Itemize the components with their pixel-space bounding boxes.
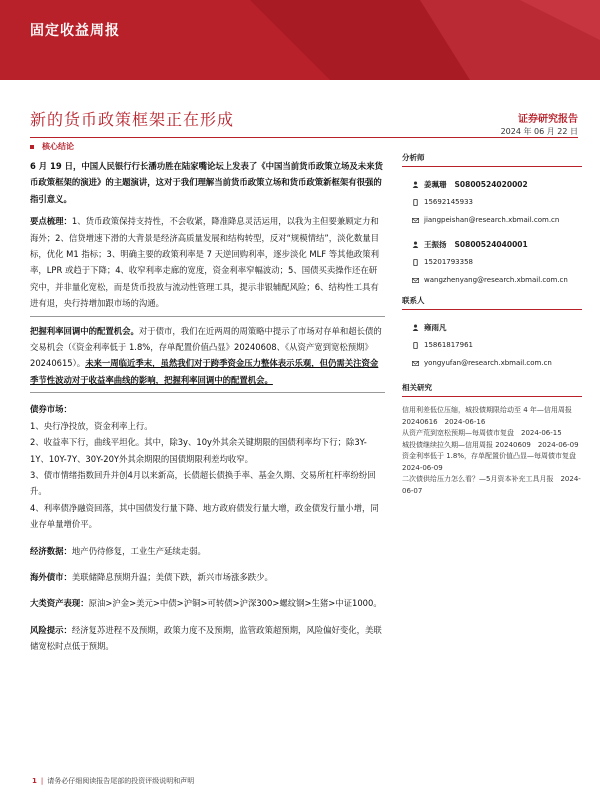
sidebar-rule	[402, 396, 582, 397]
contact-email-line	[412, 354, 582, 372]
assets-label: 大类资产表现：	[30, 598, 89, 609]
analyst-phone-line	[412, 253, 582, 271]
related-item[interactable]: 二次债供给压力怎么看？—5月资本补充工具月报 2024-06-07	[402, 475, 581, 495]
contact-phone-line	[412, 336, 582, 354]
banner-decoration	[0, 0, 600, 80]
sidebar-rule	[402, 166, 582, 167]
contact-email[interactable]: yongyufan@research.xbmail.com.cn	[424, 359, 552, 367]
page-number: 1	[32, 777, 37, 785]
header-banner	[0, 0, 600, 80]
core-conclusion-heading	[30, 141, 74, 152]
analyst-email[interactable]: wangzhenyang@research.xbmail.com.cn	[424, 276, 568, 284]
points-paragraph	[30, 213, 385, 311]
email-icon	[412, 277, 419, 284]
related-heading: 相关研究	[402, 383, 432, 392]
contact-name-line	[412, 318, 582, 336]
overseas-label: 海外债市：	[30, 571, 72, 582]
timing-paragraph	[30, 323, 385, 389]
section-divider	[30, 392, 385, 393]
related-item[interactable]: 信用利差低位压缩，城投债期限给动至 4 年—信用周报 20240616 2024-06-16	[402, 406, 572, 426]
footer-disclaimer: 请务必仔细阅读报告尾部的投资评级说明和声明	[47, 777, 195, 785]
risk-text: 经济复苏进程不及预期，政策力度不及预期，监管政策超预期，风险偏好变化，美联储宽松时点低于预期。	[30, 624, 382, 652]
email-icon	[412, 217, 419, 224]
assets-text: 原油>沪金>美元>中债>沪铜>可转债>沪深300>螺纹钢>生猪>中证1000。	[88, 598, 382, 609]
sidebar-rule	[402, 309, 582, 310]
analyst-email-line	[412, 211, 582, 229]
sidebar	[402, 152, 582, 497]
timing-underline-text: 未来一周临近季末，虽然我们对于跨季资金压力整体表示乐观，但仍需关注资金季节性波动对于收益率曲线的影响，把握利率回调中的配置机会。	[30, 358, 379, 385]
person-icon	[412, 324, 419, 331]
analyst-email[interactable]: jiangpeishan@research.xbmail.com.cn	[424, 216, 560, 224]
bond-item: 3、债市情绪指数回升并创4月以来新高，长债超长债换手率、基金久期、交易所杠杆率纷纷回升。	[30, 469, 376, 497]
bond-item: 2、收益率下行，曲线平坦化。其中，除3y、10y外其余关键期限的国债利率均下行；除3Y-1Y、10Y-7Y、30Y-20Y外其余期限的国债期限利差均收窄。	[30, 437, 367, 464]
bond-market-label: 债券市场：	[30, 404, 72, 415]
contact-card	[402, 318, 582, 372]
main-content	[30, 156, 385, 655]
analyst-name: 王振扬	[424, 239, 447, 249]
risk-label: 风险提示：	[30, 624, 72, 635]
analyst-name-line	[412, 175, 582, 193]
points-text: 1、货币政策保持支持性，不会收紧，降准降息灵活运用，以我为主但要兼顾定力和海外；2、信贷增速下滑的大背景是经济高质量发展和结构转型，反对“规模情结”，淡化数量目标，优化 M1 指标；3、明确主要的政策利率是 7 天逆回购利率，逐步淡化 MLF 等其他政策利率，LPR 或趋于下降；4、收窄利率走廊的宽度，资金利率窄幅波动；5、国债买卖操作还在研究中，并非量化宽松，而是货币投放与流动性管理工具，提示非银辅配风险；6、结构性工具有进有退，央行持增加跟市场的沟通。	[30, 216, 380, 309]
banner-title: 固定收益周报	[30, 23, 120, 39]
bullet-icon	[30, 145, 34, 149]
bond-item: 1、央行净投放，资金利率上行。	[30, 420, 153, 431]
report-type: 证券研究报告	[518, 114, 578, 125]
bond-item: 4、利率债净融资回落，其中国债发行量下降、地方政府债发行量大增，政金债发行量小增，同业存单量增价平。	[30, 502, 379, 530]
contact-name: 雍雨凡	[424, 322, 447, 332]
overseas-text: 美联储降息预期升温；美债下跌，新兴市场涨多跌少。	[71, 571, 273, 582]
intro-paragraph: 6 月 19 日，中国人民银行行长潘功胜在陆家嘴论坛上发表了《中国当前货币政策立场及未来货币政策框架的演进》的主题演讲，这对于我们理解当前货币政策立场和货币政策新框架有很强的指引意义。	[30, 161, 383, 204]
econ-paragraph	[30, 543, 385, 559]
email-icon	[412, 360, 419, 367]
person-icon	[412, 241, 419, 248]
report-date: 2024 年 06 月 22 日	[500, 127, 578, 136]
econ-label: 经济数据：	[30, 545, 72, 556]
footer	[32, 776, 194, 786]
analyst-name-line	[412, 235, 582, 253]
analyst-card	[402, 175, 582, 229]
phone-icon	[412, 259, 419, 266]
related-item[interactable]: 从资产荒到宽松预期—每周债市复盘 2024-06-15	[402, 429, 562, 437]
analyst-cert: S0800524020002	[454, 179, 528, 189]
person-icon	[412, 181, 419, 188]
assets-paragraph	[30, 595, 385, 611]
analyst-cert: S0800524040001	[454, 239, 528, 249]
title-divider	[30, 137, 578, 138]
analyst-phone: 15201793358	[424, 258, 473, 266]
timing-text: 对于债市，我们在近两周的周策略中提示了市场对存单和超长债的交易机会（《资金利率低于 1.8%，存单配置价值凸显》20240608、《从资产宽到宽松预期》20240615）。	[30, 325, 382, 369]
timing-label: 把握利率回调中的配置机会。	[30, 325, 139, 336]
points-label: 要点梳理：	[30, 216, 72, 227]
analysts-heading: 分析师	[402, 153, 425, 162]
contact-heading: 联系人	[402, 296, 425, 305]
core-conclusion-label: 核心结论	[42, 142, 74, 151]
related-item[interactable]: 城投债继续拉久期—信用周报 20240609 2024-06-09	[402, 440, 579, 449]
footer-separator: |	[40, 777, 44, 785]
analyst-phone: 15692145933	[424, 198, 473, 206]
phone-icon	[412, 199, 419, 206]
phone-icon	[412, 342, 419, 349]
overseas-paragraph	[30, 569, 385, 585]
contact-phone: 15861817961	[424, 341, 473, 349]
econ-text: 地产仍待修复，工业生产延续走弱。	[71, 545, 206, 556]
related-item[interactable]: 资金利率低于 1.8%，存单配置价值凸显—每周债市复盘 2024-06-09	[402, 452, 584, 472]
related-research	[402, 382, 582, 497]
section-divider	[30, 316, 385, 317]
page-title: 新的货币政策框架正在形成	[30, 110, 235, 129]
analyst-name: 姜珮珊	[424, 179, 447, 189]
analyst-email-line	[412, 271, 582, 289]
analyst-card	[402, 235, 582, 289]
analyst-phone-line	[412, 193, 582, 211]
risk-paragraph	[30, 622, 385, 655]
